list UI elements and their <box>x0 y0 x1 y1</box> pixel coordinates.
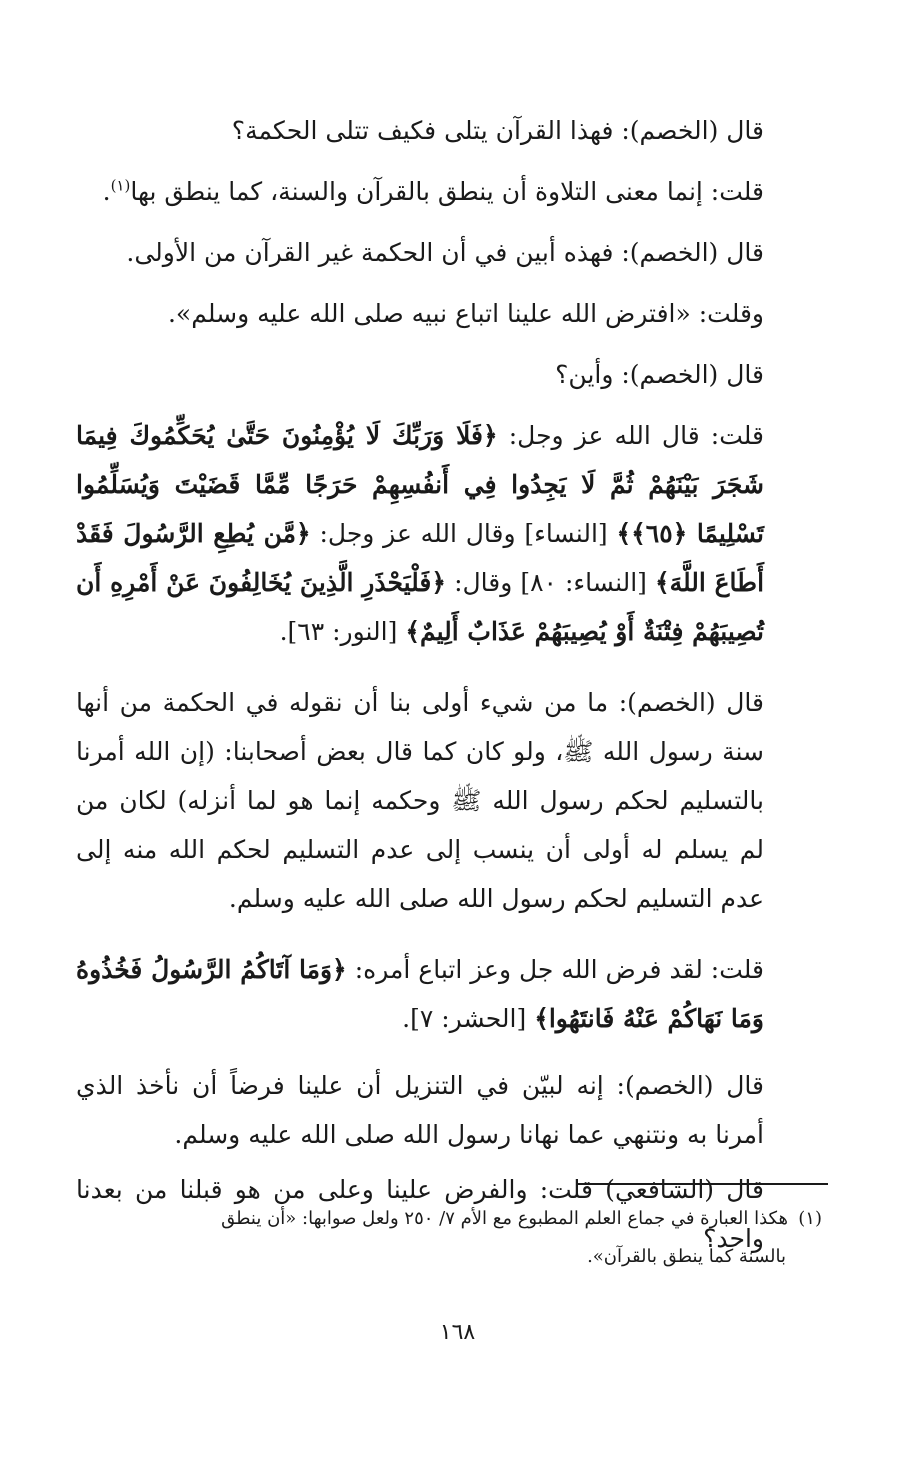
paragraph-7: قال (الخصم): إنه لبيّن في التنزيل أن علينا فرضاً أن نأخذ الذي أمرنا به ونتنهي عما نهانا رسول الله صلى الله عليه وسلم. <box>76 1071 764 1149</box>
hashr-citation-block <box>76 945 764 1043</box>
footnote-number: (١) <box>798 1208 822 1229</box>
quran-ref-hashr: [الحشر: ٧]. <box>402 1004 527 1033</box>
paragraph-4: وقلت: «افترض الله علينا اتباع نبيه صلى الله عليه وسلم». <box>167 299 764 328</box>
footnote-line-1 <box>60 1200 822 1238</box>
quran-verse-nur-63: ﴿فَلْيَحْذَرِ الَّذِينَ يُخَالِفُونَ عَنْ أَمْرِهِ أَن تُصِيبَهُمْ فِتْنَةٌ أَوْ يُصِيبَهُمْ عَذَابٌ أَلِيمٌ﴾ <box>76 568 764 646</box>
footnote-divider <box>578 1183 828 1185</box>
quran-block-connector-2: وقال: <box>454 568 513 597</box>
paragraph-5: قال (الخصم): وأين؟ <box>555 360 764 389</box>
quran-verse-hashr-7: ﴿وَمَا آتَاكُمُ الرَّسُولُ فَخُذُوهُ وَمَا نَهَاكُمْ عَنْهُ فَانتَهُوا﴾ <box>76 955 764 1033</box>
page-number: ١٦٨ <box>439 1320 476 1345</box>
quran-verse-nisa-65: ﴿فَلَا وَرَبِّكَ لَا يُؤْمِنُونَ حَتَّىٰ يُحَكِّمُوكَ فِيمَا شَجَرَ بَيْنَهُمْ ثُمَّ لَا يَجِدُوا فِي أَنفُسِهِمْ حَرَجًا مِّمَّا قَضَيْتَ وَيُسَلِّمُوا تَسْلِيمًا ﴿٦٥﴾﴾ <box>76 421 764 548</box>
footnote-reference: (١) <box>110 176 131 195</box>
quran-ref-nur-63: [النور: ٦٣]. <box>279 617 398 646</box>
quran-citation-block <box>76 411 764 656</box>
footnote <box>60 1200 822 1276</box>
quran-block-intro: قلت: قال الله عز وجل: <box>508 421 764 450</box>
quran-ref-nisa: [النساء] <box>524 519 608 548</box>
paragraph-2-text: قلت: إنما معنى التلاوة أن ينطق بالقرآن والسنة، كما ينطق بها <box>130 177 764 206</box>
paragraph-1: قال (الخصم): فهذا القرآن يتلى فكيف تتلى الحكمة؟ <box>231 116 764 145</box>
hashr-intro: قلت: لقد فرض الله جل وعز اتباع أمره: <box>354 955 765 984</box>
paragraph-8: قال (الشافعي) قلت: والفرض علينا وعلى من هو قبلنا من بعدنا واحد؟ <box>76 1175 764 1253</box>
paragraph-2: قلت: إنما معنى التلاوة أن ينطق بالقرآن والسنة، كما ينطق بها$^{(١)}$. <box>102 176 764 206</box>
footnote-line-2: بالسنة كما ينطق بالقرآن». <box>587 1246 786 1267</box>
main-text <box>76 100 764 1263</box>
paragraph-6: قال (الخصم): ما من شيء أولى بنا أن نقوله في الحكمة من أنها سنة رسول الله ﷺ، ولو كان كما قال بعض أصحابنا: (إن الله أمرنا بالتسليم لحكم رسول الله ﷺ وحكمه إنما هو لما أنزله) لكان من لم يسلم له أولى أن ينسب إلى عدم التسليم لحكم الله منه إلى عدم التسليم لحكم رسول الله صلى الله عليه وسلم. <box>76 688 764 913</box>
quran-verse-nisa-80: ﴿مَّن يُطِعِ الرَّسُولَ فَقَدْ أَطَاعَ اللَّهَ﴾ <box>76 519 765 597</box>
quran-ref-nisa-80: [النساء: ٨٠] <box>520 568 647 597</box>
quran-block-connector: وقال الله عز وجل: <box>319 519 516 548</box>
paragraph-3: قال (الخصم): فهذه أبين في أن الحكمة غير القرآن من الأولى. <box>126 238 764 267</box>
footnote-text-1: هكذا العبارة في جماع العلم المطبوع مع الأم ٧/ ٢٥٠ ولعل صوابها: «أن ينطق <box>221 1208 788 1229</box>
